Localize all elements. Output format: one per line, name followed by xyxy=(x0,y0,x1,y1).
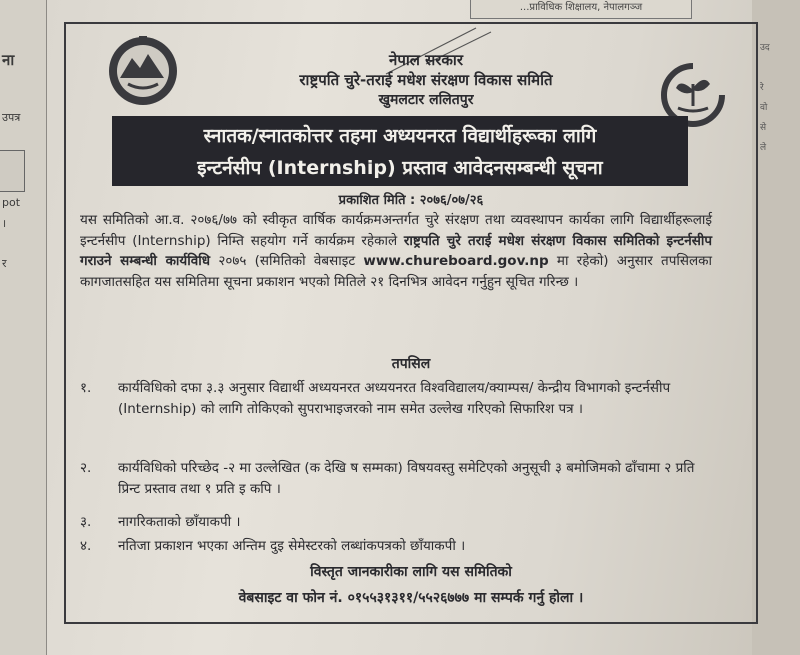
left-fragment-1: ना xyxy=(2,51,15,69)
right-fragment-4: से xyxy=(760,123,767,133)
left-neighbor-column xyxy=(0,0,47,655)
list-item xyxy=(80,378,720,442)
intro-website-link[interactable]: www.chureboard.gov.np xyxy=(363,253,549,269)
intro-part-3: मा रहेको) अनुसार तपसिलका कागजातसहित यस समितिमा सूचना प्रकाशन भएको मितिले २१ दिनभित्र आवेदन गर्नुहुन सूचित गरिन्छ । xyxy=(80,253,712,290)
intro-paragraph xyxy=(80,210,712,292)
notice-title-banner xyxy=(112,116,688,186)
header xyxy=(216,50,636,110)
footer-contact-line: वेबसाइट वा फोन नं. ०१५५३१३११/५५२६७७७ मा सम्पर्क गर्नु होला । xyxy=(238,590,584,606)
left-fragment-4: । xyxy=(2,217,7,230)
intro-part-2: २०७५ (समितिको वेबसाइट xyxy=(210,253,364,269)
list-item xyxy=(80,458,720,502)
list-item-text: नतिजा प्रकाशन भएका अन्तिम दुइ सेमेस्टरको लब्धांकपत्रको छाँयाकपी । xyxy=(118,538,466,554)
list-item-text: कार्यविधिको परिच्छेद -२ मा उल्लेखित (क देखि ष सम्मका) विषयवस्तु समेटिएको अनुसूची ३ बमोजिमको ढाँचामा २ प्रति प्रिन्ट प्रस्ताव तथा १ प्रति इ कपि । xyxy=(118,460,695,497)
right-neighbor-column xyxy=(752,0,800,655)
banner-line-2: इन्टर्नसीप (Internship) प्रस्ताव आवेदनसम्बन्धी सूचना xyxy=(197,157,603,179)
header-organization: राष्ट्रपति चुरे-तराई मधेश संरक्षण विकास समिति xyxy=(299,71,553,89)
list-item-number: १. xyxy=(80,380,92,396)
left-fragment-5: र xyxy=(2,257,7,270)
left-fragment-2: उपत्र xyxy=(2,111,21,124)
list-item xyxy=(80,536,720,558)
published-date: प्रकाशित मिति : २०७६/०७/२६ xyxy=(338,193,484,208)
details-heading: तपसिल xyxy=(391,356,431,372)
list-item-text: नागरिकताको छाँयाकपी । xyxy=(118,514,241,530)
list-item-number: ४. xyxy=(80,538,92,554)
footer-line-1: विस्तृत जानकारीका लागि यस समितिको xyxy=(310,564,512,580)
list-item-number: २. xyxy=(80,460,92,476)
nepal-government-emblem-icon xyxy=(106,34,180,108)
header-address: खुमलटार ललितपुर xyxy=(378,92,474,108)
left-box xyxy=(0,150,25,192)
right-fragment-1: उद xyxy=(760,43,770,53)
intro-procedure-name: राष्ट्रपति चुरे तराई मधेश संरक्षण विकास समितिको इन्टर्नसीप गराउने सम्बन्धी कार्यविधि xyxy=(80,232,712,269)
top-ad-fragment: ...प्राविधिक शिक्षालय, नेपालगञ्ज xyxy=(470,0,692,19)
list-item xyxy=(80,512,720,534)
right-fragment-3: वो xyxy=(760,103,768,113)
notice-box xyxy=(64,22,758,624)
intro-part-1: यस समितिको आ.व. २०७६/७७ को स्वीकृत वार्षिक कार्यक्रमअन्तर्गत चुरे संरक्षण तथा व्यवस्थापन कार्यका लागि विद्यार्थीहरूलाई इन्टर्नसीप (Internship) निम्ति सहयोग गर्ने कार्यक्रम रहेकाले xyxy=(80,212,712,249)
banner-line-1: स्नातक/स्नातकोत्तर तहमा अध्ययनरत विद्यार्थीहरूका लागि xyxy=(203,125,597,147)
left-fragment-3: pot xyxy=(2,196,21,209)
right-fragment-5: ले xyxy=(760,143,767,153)
header-government: नेपाल सरकार xyxy=(389,51,463,69)
list-item-number: ३. xyxy=(80,514,92,530)
list-item-text: कार्यविधिको दफा ३.३ अनुसार विद्यार्थी अध्ययनरत अध्ययनरत विश्वविद्यालय/क्याम्पस/ केन्द्रीय विभागको इन्टर्नसीप (Internship) को लागि तोकिएको सुपराभाइजरको नाम समेत उल्लेख गरिएको सिफारिश पत्र । xyxy=(118,380,671,417)
right-fragment-2: रे xyxy=(760,83,764,93)
